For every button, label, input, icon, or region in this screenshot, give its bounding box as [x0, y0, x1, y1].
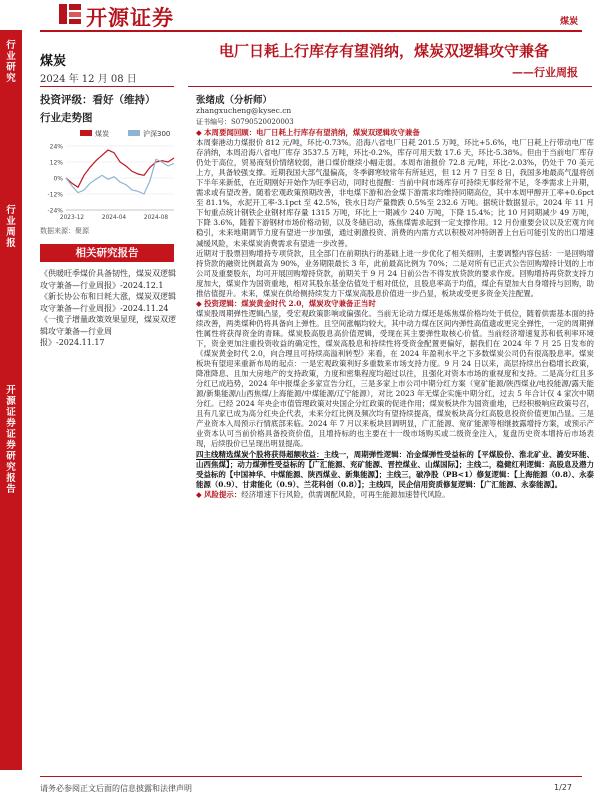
legend-swatch: [128, 130, 140, 136]
review-text: 本周秦港动力煤报价 812 元/吨，环比-0.73%。沿海八省电厂日耗 201.5 万吨，环比+5.6%，电厂日耗上行带动电厂库存消纳，本周沿海八省电厂库存 3537.5 万吨，环比-0.2%，库存可用天数 17.6 天，环比-5.38%。但由于当前电厂库存仍处于高位，贸易商刻价情绪较弱，港口煤价继续小幅走弱。本周布油报价 72.8 元/吨，环比-2.03%，仍处于 70 美元上方，具备较强支撑。近期我国大部气温偏高，冬季御寒较常年有所延迟，但 12 月 7 日至 8 日，我国多地最高气温将创下半年来新低，在近期刚好开始作为旺季启动，同时也提醒：当前中间市场库存可持续无事经常不足，冬季需求上升期，需求或有望改善。随着宏观政策预期改善，非电煤下游和冶金煤下游需求均维持同期高位，其中本周甲醇开工率+0.6pct 至 81.1%，水泥开工率-3.1pct 至 42.5%，铁水日均产量微跌 0.5%至 232.6 万吨。据统计数据显示，2024 年 11 月下旬重点统计钢铁企业钢材库存量 1315 万吨，环比上一期减少 240 万吨，下降 15.4%；比 10 月同期减少 49 万吨，下降 3.6%，随着下游钢材市场价格动韧，以及冬储启动，炼焦煤需求起到一定支撑作用。12 月份重要会议以及宏观方向稳引，未来地期调节力度有望进一步加强，通过刺激投资、消费的内需方式以积极对冲特朗普上台后可能引发的出口增速减缓风险，未来煤炭消费需求有望进一步改善。: [196, 138, 594, 248]
sector-name: 煤炭: [40, 54, 67, 69]
sidebar-label-weekly: 行 业 周 报: [6, 205, 16, 249]
brand-name: 开源证券: [86, 6, 174, 30]
x-tick-label: 2023-12: [59, 215, 85, 221]
picks-paragraph: [196, 450, 594, 490]
chart-source: 数据来源：聚源: [40, 227, 89, 235]
investment-rating: 投资评级：看好（维持）: [40, 94, 156, 106]
left-divider: [40, 86, 174, 87]
logic-heading: 投资逻辑：煤炭黄金时代 2.0，煤炭攻守兼备正当时: [204, 298, 376, 308]
report-date: 2024 年 12 月 08 日: [40, 74, 137, 85]
bullet-icon: ◆: [196, 128, 205, 137]
analyst-name: 张绪成（分析师）: [196, 95, 273, 106]
x-tick-label: 2024-04: [101, 215, 127, 221]
x-tick-label: 2024-08: [143, 215, 169, 221]
report-body: [196, 128, 594, 500]
legend-swatch: [80, 130, 92, 136]
y-tick-label: 0%: [53, 175, 63, 183]
analyst-divider: [188, 86, 592, 87]
related-reports-title: 相关研究报告: [40, 244, 174, 262]
related-report-item[interactable]: 《新长协公布和日耗大涨，煤炭双逻辑攻守兼备—行业周报》-2024.11.24: [40, 292, 176, 313]
analyst-email[interactable]: zhangxucheng@kysec.cn: [196, 106, 292, 115]
logic-text: 煤炭股周期弹性逻辑凸显，受宏观政策影响或偏强化。当前无论动力煤还是炼焦煤价格均处于低位，随着供需基本面的持续改善，两类煤种仍将具备向上弹性。且空间涨幅均较大，其中动力煤在区间内弹性高值遗或更完全弹性，一定的周期弹性属性将获得资金的青睐。煤炭股高股息高价值逻辑，受现在其主要弹性取核心价值。当前经济增速复苏和低利率环境下，资金更加注重投资收益的确定性，煤炭高股息和持续性将受资金配置更偏好，据我们在 2024 年 7 月 25 日发布的《煤炭黄金时代 2.0，向合理且可持续高溢利转型》来看，在 2024 年盈利水平之下多数煤炭公司仍有很高股息率。煤炭板块有望迎来重新布局的起点：一是宏观政策利好多重数来市场支持力度。9 月 24 日以来，高层持续出台稳增长政策，降准降息、且加大房地产的支持政策，力度和密集程度均超过以往，且强化对资本市场的重视度和支持。二是高分红且多分红已成趋势，2024 年中报煤企多家宣告分红，三是多家上市公司中期分红方案（宽矿能源/陕西煤业/电投能源/露天能源/新集能源/山西焦煤/上海能源/中煤能源/辽宁能源），对比 2023 年无煤企实施中期分红，过去 5 年合计仅 4 家次中期分红。已经 2024 年央企市值管理政策对央国企分红政策的促进作用；煤炭板块作为国资重地，已经积极响应政策号召，且有几家已成为高分红央企代表，未来分红比例及频次均有望持续提高，煤炭板块高分红高股息投资价值更加凸显。三是产业资本入局预示行情底部来临。2024 年 7 月以来板块回调明显，广汇能源、宽矿能源等相继披露增持方案，或预示产业资本认可当前价格具备投资价值，且增持标的也主要在十一级市场购买或二级资金注入，复盘历史资本增持后市场表现，后续股价已呈现出明显提高。: [196, 308, 594, 449]
legend-label: 煤炭: [95, 130, 109, 138]
related-report-item[interactable]: 《供暖旺季煤价具备韧性，煤炭双逻辑攻守兼备—行业周报》-2024.12.1: [40, 269, 176, 290]
risk-text: 经济增速下行风险，供需调配风险，可再生能源加速替代风险。: [241, 489, 450, 499]
brand-logo: [58, 2, 188, 28]
y-tick-label: -24%: [47, 207, 63, 215]
risk-paragraph: [196, 490, 594, 500]
legend-label: 沪深300: [143, 130, 171, 138]
review-heading: 本周要闻回顾：电厂日耗上行库存有望消纳，煤炭双逻辑攻守兼备: [204, 128, 420, 137]
analyst-certificate: 证书编号：S0790520020003: [196, 118, 294, 126]
logic-paragraph: [196, 299, 594, 450]
header-category: 煤炭: [559, 17, 578, 27]
trend-chart-title: 行业走势图: [40, 112, 93, 124]
y-tick-label: 12%: [49, 159, 63, 167]
sidebar-label-report: 开 源 证 券 证 券 研 究 报 告: [6, 385, 16, 495]
y-tick-label: -12%: [47, 191, 63, 199]
page-number: 1/27: [554, 783, 572, 792]
policy-paragraph: 近期对于股票回购增持专项贷款，且全部门在前期执行的基础上进一步优化了相关细则，主要调整内容包括：一是回购增持贷款的融资比例最高为 90%，业务期限最长 3 年，此前最高比例为 70%；二是对所有已正式公告回购增持计划的上市公司及重要股东，均可开展回购增持贷款，前期关于 9 月 24 日前公告不得发放贷款的要求作废。回购增持再贷款支持力度加大，煤炭作为国资重地，相对其股东基金估值处于相对低位，且股息率高于均值，煤企有望加大自身增持与回购，助推估值提升。未来，煤炭在供给侧持续发力下煤炭高股息价值进一步凸显，板块或受更多资金关注配置。: [196, 248, 594, 298]
picks-heading: 四主线精选煤炭个股将获得超额收益：: [196, 449, 324, 459]
trend-chart: [40, 126, 178, 224]
series-line-沪深300: [66, 159, 174, 194]
report-title: 电厂日耗上行库存有望消纳，煤炭双逻辑攻守兼备: [218, 42, 549, 60]
bullet-icon: ◆: [196, 489, 205, 499]
risk-heading: 风险提示：: [204, 489, 242, 499]
related-reports-list: [40, 268, 176, 349]
sidebar: [0, 30, 22, 770]
footer-disclaimer[interactable]: 请务必参阅正文后面的信息披露和法律声明: [40, 784, 192, 793]
picks-text: 主线一，周期弹性逻辑：冶金煤弹性受益标的【平煤股份、淮北矿业、潞安环能、山西焦煤】；动力煤弹性受益标的【广汇能源、兖矿能源、晋控煤业、山煤国际】；主线二，稳健红利逻辑：高股息及潜力受益标的【中国神华、中煤能源、陕西煤业、新集能源】；主线三，破净股（PB<1）修复逻辑：【上海能源（0.8）、永泰能源（0.9）、甘肃能化（0.9）、兰花科创（0.8）】；主线四，民企信用资质修复逻辑：【广汇能源、永泰能源】。: [196, 449, 595, 489]
related-report-item[interactable]: 《一揽子增量政策效果显现，煤炭双逻辑攻守兼备—行业周报》-2024.11.17: [40, 315, 176, 347]
footer-divider: [40, 776, 582, 777]
y-tick-label: 24%: [49, 143, 63, 151]
header-divider: [40, 30, 582, 32]
sidebar-label-research: 行 业 研 究: [6, 40, 16, 84]
bullet-icon: ◆: [196, 298, 205, 308]
review-paragraph: [196, 128, 594, 249]
brand-mark-icon: [58, 2, 82, 26]
report-subtitle: ——行业周报: [512, 66, 578, 79]
